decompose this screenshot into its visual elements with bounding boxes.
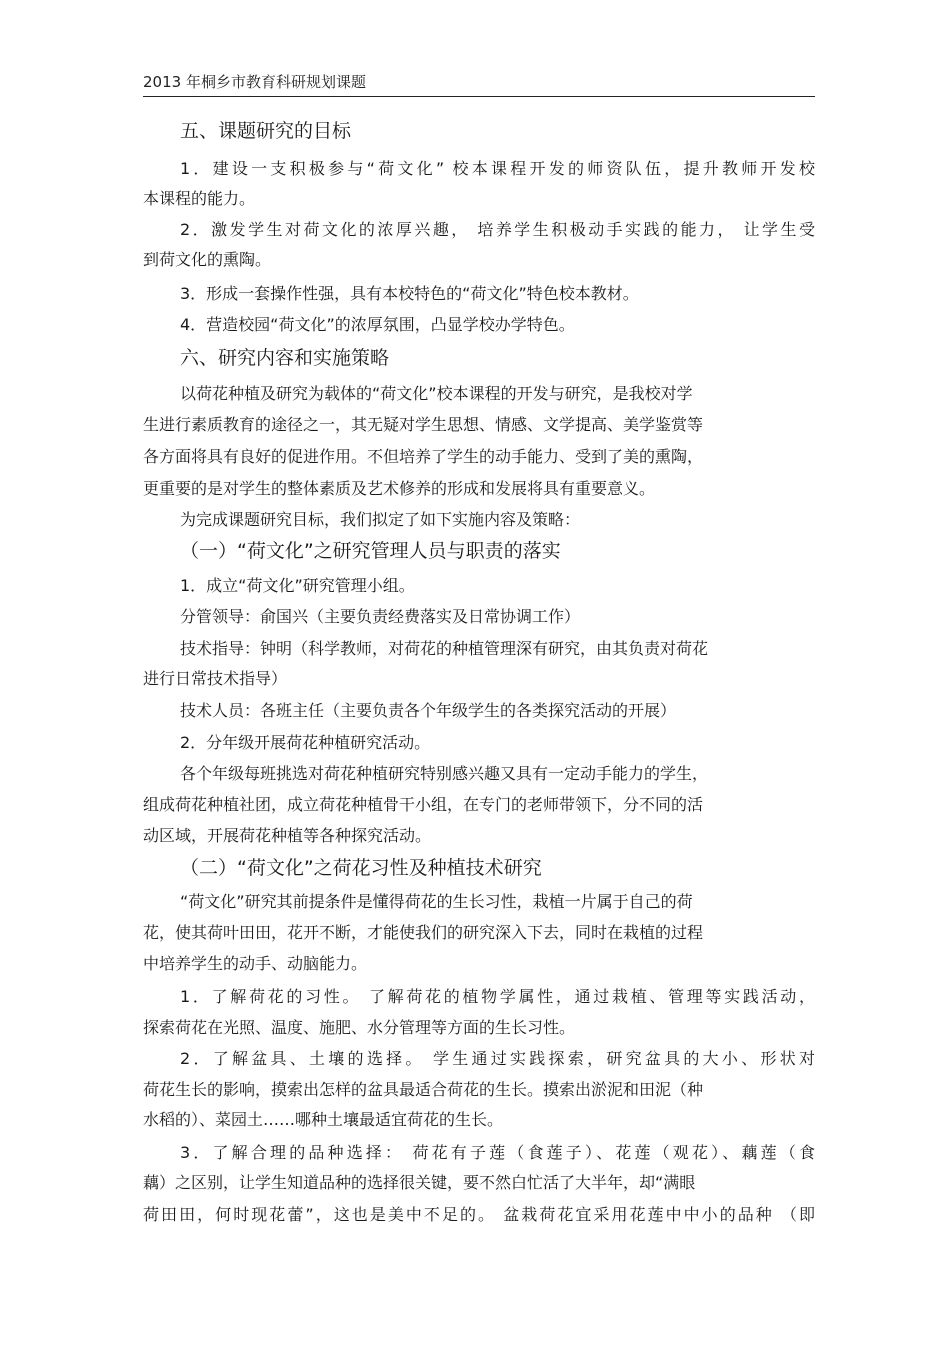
paragraph-line: 中培养学生的动手、动脑能力。 xyxy=(143,954,368,973)
paragraph-line: 组成荷花种植社团，成立荷花种植骨干小组，在专门的老师带领下，分不同的活 xyxy=(143,795,704,814)
paragraph-line: 2．激发学生对荷文化的浓厚兴趣， 培养学生积极动手实践的能力， 让学生受 xyxy=(180,220,815,239)
paragraph-line: 更重要的是对学生的整体素质及艺术修养的形成和发展将具有重要意义。 xyxy=(143,479,656,498)
section-heading-6: 六、研究内容和实施策略 xyxy=(180,347,390,369)
paragraph-line: 技术指导：钟明（科学教师，对荷花的种植管理深有研究，由其负责对荷花 xyxy=(180,639,709,658)
paragraph-line: 花，使其荷叶田田，花开不断，才能使我们的研究深入下去，同时在栽植的过程 xyxy=(143,923,704,942)
subsection-heading-1: （一）“荷文化”之研究管理人员与职责的落实 xyxy=(180,540,561,562)
paragraph-line: 3．形成一套操作性强，具有本校特色的“荷文化”特色校本教材。 xyxy=(180,284,639,303)
page-header: 2013 年桐乡市教育科研规划课题 xyxy=(143,72,815,97)
paragraph-line: “荷文化”研究其前提条件是懂得荷花的生长习性，栽植一片属于自己的荷 xyxy=(180,892,693,911)
paragraph-line: 2．了解盆具、土壤的选择。 学生通过实践探索，研究盆具的大小、形状对 xyxy=(180,1049,815,1068)
section-heading-5: 五、课题研究的目标 xyxy=(180,120,352,142)
paragraph-line: 到荷文化的熏陶。 xyxy=(143,250,272,269)
subsection-heading-2: （二）“荷文化”之荷花习性及种植技术研究 xyxy=(180,857,542,879)
paragraph-line: 2．分年级开展荷花种植研究活动。 xyxy=(180,733,431,752)
paragraph-line: 本课程的能力。 xyxy=(143,189,256,208)
paragraph-line: 4．营造校园“荷文化”的浓厚氛围，凸显学校办学特色。 xyxy=(180,315,575,334)
paragraph-line: 为完成课题研究目标，我们拟定了如下实施内容及策略： xyxy=(180,510,581,529)
paragraph-line: 藕）之区别，让学生知道品种的选择很关键，要不然白忙活了大半年，却“满眼 xyxy=(143,1173,696,1192)
paragraph-line: 动区域，开展荷花种植等各种探究活动。 xyxy=(143,826,432,845)
paragraph-line: 3．了解合理的品种选择： 荷花有子莲（食莲子）、花莲（观花）、藕莲（食 xyxy=(180,1143,815,1162)
paragraph-line: 荷花生长的影响，摸索出怎样的盆具最适合荷花的生长。摸索出淤泥和田泥（种 xyxy=(143,1080,704,1099)
paragraph-line: 技术人员：各班主任（主要负责各个年级学生的各类探究活动的开展） xyxy=(180,701,677,720)
paragraph-line: 荷田田，何时现花蕾”，这也是美中不足的。 盆栽荷花宜采用花莲中中小的品种 （即 xyxy=(143,1205,815,1224)
paragraph-line: 以荷花种植及研究为载体的“荷文化”校本课程的开发与研究，是我校对学 xyxy=(180,384,693,403)
paragraph-line: 1．成立“荷文化”研究管理小组。 xyxy=(180,576,415,595)
paragraph-line: 各方面将具有良好的促进作用。不但培养了学生的动手能力、受到了美的熏陶， xyxy=(143,447,704,466)
paragraph-line: 生进行素质教育的途径之一，其无疑对学生思想、情感、文学提高、美学鉴赏等 xyxy=(143,415,704,434)
paragraph-line: 进行日常技术指导） xyxy=(143,669,288,688)
paragraph-line: 1．了解荷花的习性。 了解荷花的植物学属性，通过栽植、管理等实践活动， xyxy=(180,987,815,1006)
paragraph-line: 分管领导：俞国兴（主要负责经费落实及日常协调工作） xyxy=(180,607,581,626)
paragraph-line: 水稻的）、菜园土……哪种土壤最适宜荷花的生长。 xyxy=(143,1110,504,1129)
paragraph-line: 1．建设一支积极参与“荷文化” 校本课程开发的师资队伍，提升教师开发校 xyxy=(180,159,815,178)
paragraph-line: 探索荷花在光照、温度、施肥、水分管理等方面的生长习性。 xyxy=(143,1018,576,1037)
paragraph-line: 各个年级每班挑选对荷花种植研究特别感兴趣又具有一定动手能力的学生， xyxy=(180,764,709,783)
